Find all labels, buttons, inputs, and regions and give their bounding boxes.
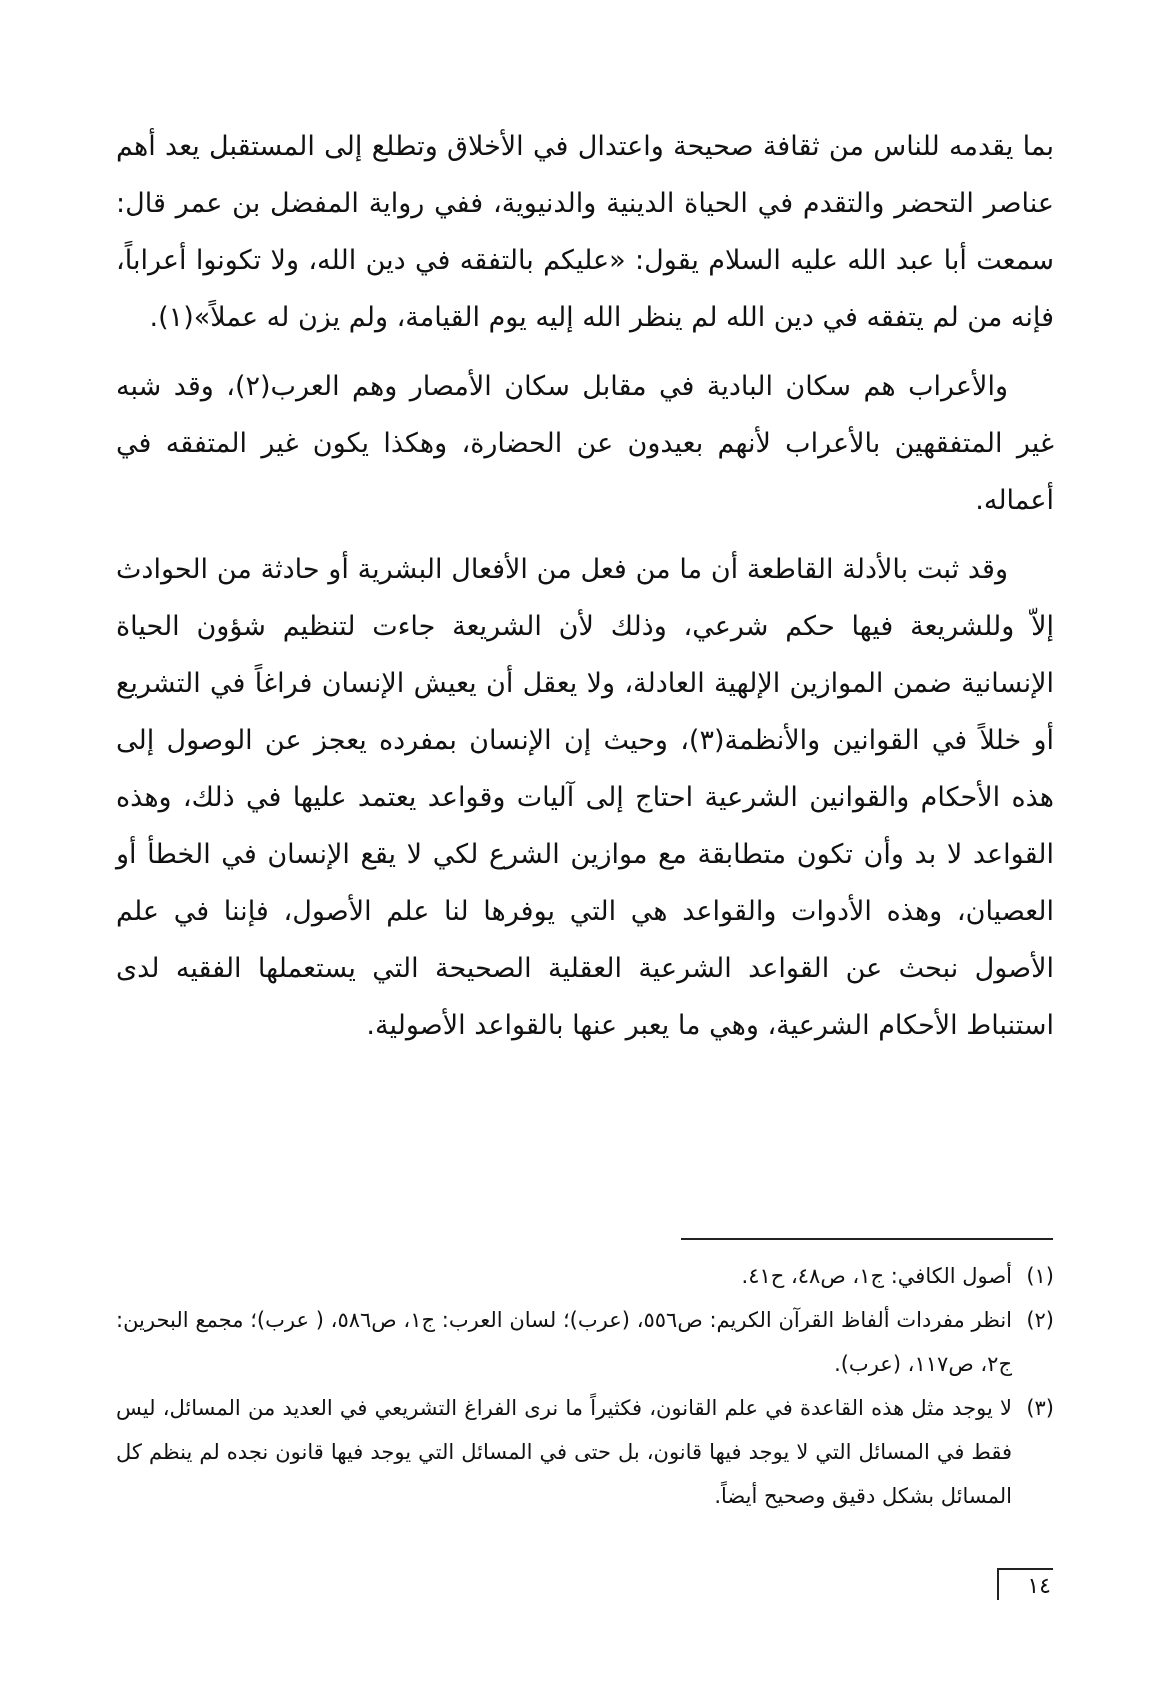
paragraph-3: وقد ثبت بالأدلة القاطعة أن ما من فعل من الأفعال البشرية أو حادثة من الحوادث إلاّ وللشريعة فيها حكم شرعي، وذلك لأن الشريعة جاءت لتنظيم شؤون الحياة الإنسانية ضمن الموازين الإلهية العادلة، ولا يعقل أن يعيش الإنسان فراغاً في التشريع أو خللاً في القوانين والأنظمة(٣)، وحيث إن الإنسان بمفرده يعجز عن الوصول إلى هذه الأحكام والقوانين الشرعية احتاج إلى آليات وقواعد يعتمد عليها في ذلك، وهذه القواعد لا بد وأن تكون متطابقة مع موازين الشرع لكي لا يقع الإنسان في الخطأ أو العصيان، وهذه الأدوات والقواعد هي التي يوفرها لنا علم الأصول، فإننا في علم الأصول نبحث عن القواعد الشرعية العقلية الصحيحة التي يستعملها الفقيه لدى استنباط الأحكام الشرعية، وهي ما يعبر عنها بالقواعد الأصولية. xyxy=(116,554,1055,1041)
main-text xyxy=(116,118,1054,1066)
footnote-number: (١) xyxy=(1026,1264,1054,1288)
footnote-number: (٢) xyxy=(1026,1308,1054,1332)
footnote-number: (٣) xyxy=(1026,1396,1054,1420)
footnote-separator xyxy=(681,1238,1053,1240)
footnote-3 xyxy=(116,1386,1054,1518)
footnote-text: لا يوجد مثل هذه القاعدة في علم القانون، فكثيراً ما نرى الفراغ التشريعي في العديد من المسائل، ليس فقط في المسائل التي لا يوجد فيها قانون، بل حتى في المسائل التي يوجد فيها قانون نجده لم ينظم كل المسائل بشكل دقيق وصحيح أيضاً. xyxy=(116,1396,1012,1508)
footnotes xyxy=(116,1254,1054,1518)
paragraph-1: بما يقدمه للناس من ثقافة صحيحة واعتدال في الأخلاق وتطلع إلى المستقبل يعد أهم عناصر التحضر والتقدم في الحياة الدينية والدنيوية، ففي رواية المفضل بن عمر قال: سمعت أبا عبد الله عليه السلام يقول: «عليكم بالتفقه في دين الله، ولا تكونوا أعراباً، فإنه من لم يتفقه في دين الله لم ينظر الله إليه يوم القيامة، ولم يزن له عملاً»(١). xyxy=(116,131,1054,333)
footnote-text: أصول الكافي: ج١، ص٤٨، ح٤١. xyxy=(741,1264,1012,1288)
footnote-text: انظر مفردات ألفاظ القرآن الكريم: ص٥٥٦، (عرب)؛ لسان العرب: ج١، ص٥٨٦، ( عرب)؛ مجمع البحرين: ج٢، ص١١٧، (عرب). xyxy=(116,1308,1013,1376)
page-number: ١٤ xyxy=(1027,1574,1051,1599)
footnote-1 xyxy=(116,1254,1054,1298)
footnote-2 xyxy=(116,1298,1054,1386)
paragraph-2: والأعراب هم سكان البادية في مقابل سكان الأمصار وهم العرب(٢)، وقد شبه غير المتفقهين بالأعراب لأنهم بعيدون عن الحضارة، وهكذا يكون غير المتفقه في أعماله. xyxy=(116,371,1054,516)
